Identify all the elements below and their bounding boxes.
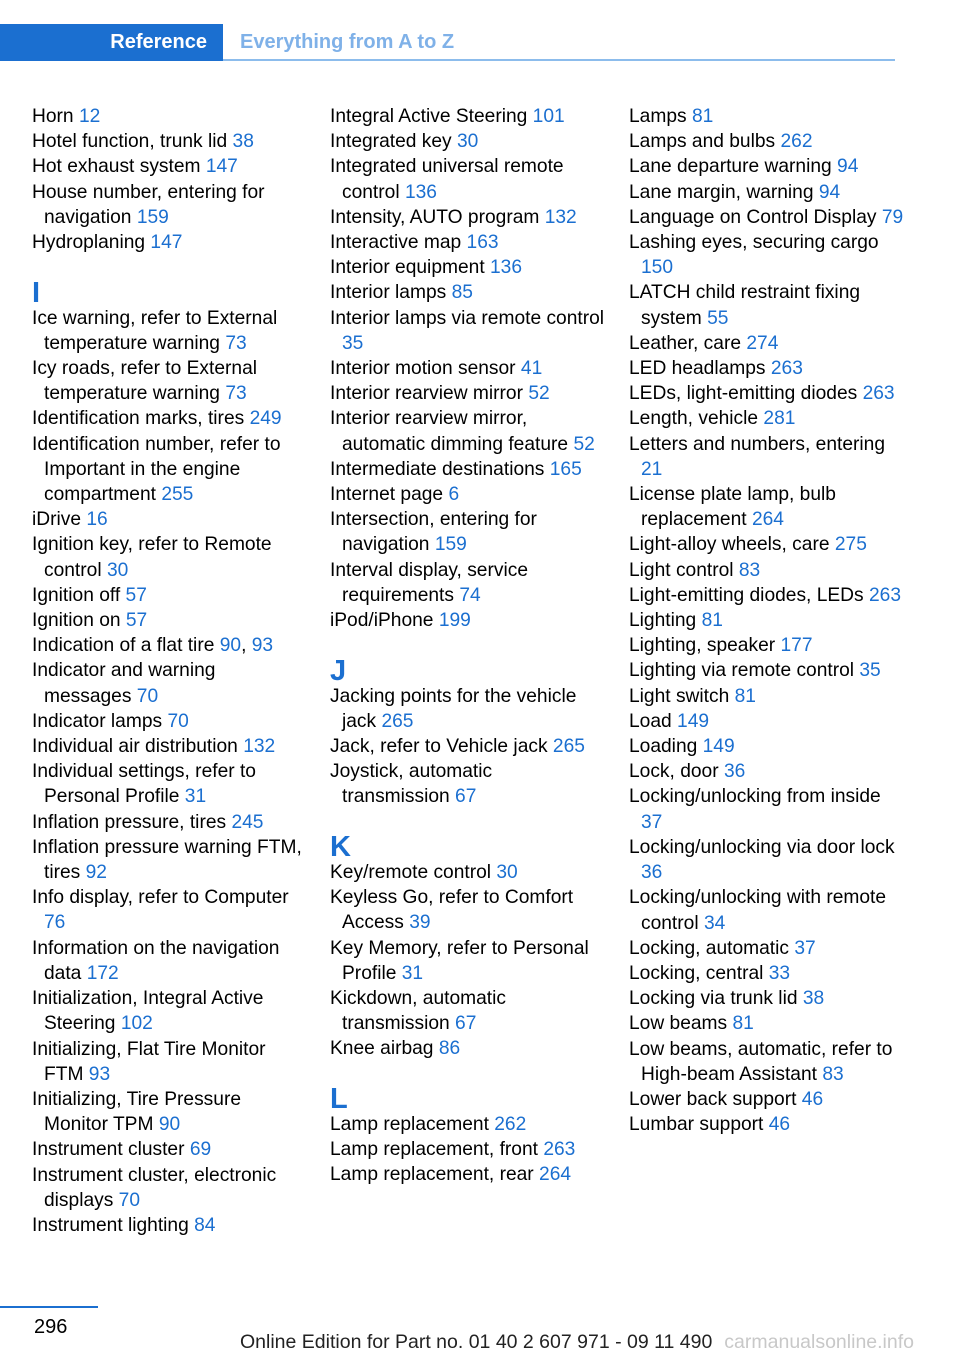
page-link[interactable]: 74 xyxy=(459,584,481,606)
index-entry xyxy=(629,205,904,230)
page-link[interactable]: 265 xyxy=(381,710,414,732)
index-entry xyxy=(330,255,605,280)
page-link[interactable]: 265 xyxy=(552,736,585,758)
index-entry xyxy=(32,885,307,935)
index-term: Intersection, entering for navigation xyxy=(330,509,537,556)
index-term: Light-alloy wheels, care xyxy=(629,534,830,556)
page-link[interactable]: 39 xyxy=(409,912,431,934)
index-column-2 xyxy=(330,104,605,1188)
index-term: Kickdown, automatic transmission xyxy=(330,988,506,1035)
index-entry xyxy=(330,759,605,809)
page-link[interactable]: 69 xyxy=(189,1139,212,1161)
index-term: Interior rearview mirror xyxy=(330,383,523,405)
index-entry xyxy=(629,784,904,834)
index-entry xyxy=(629,1037,904,1087)
page-link[interactable]: 255 xyxy=(161,484,194,506)
index-term: Locking, central xyxy=(629,962,764,984)
page-link[interactable]: 33 xyxy=(768,962,791,984)
watermark: carmanualsonline.info xyxy=(724,1331,914,1353)
index-entry xyxy=(32,658,307,708)
index-term: LEDs, light-emitting diodes xyxy=(629,383,858,405)
index-term: LATCH child restraint fixing system xyxy=(629,282,861,329)
page-link[interactable]: 85 xyxy=(451,282,473,304)
index-term: Ice warning, refer to External temperature warning xyxy=(32,307,278,354)
index-entry xyxy=(629,961,904,986)
index-term: Jacking points for the vehicle jack xyxy=(330,685,577,732)
page-header xyxy=(0,24,895,61)
index-term: Locking/unlocking via door lock xyxy=(629,836,895,858)
page-link[interactable]: 67 xyxy=(455,1013,477,1035)
index-entry xyxy=(32,306,307,356)
page-link[interactable]: 147 xyxy=(150,232,183,254)
page-link[interactable]: 41 xyxy=(520,358,543,380)
index-entry xyxy=(330,1162,605,1187)
page-link[interactable]: 102 xyxy=(120,1013,153,1035)
page-link[interactable]: 81 xyxy=(732,1013,754,1035)
index-term: Letters and numbers, entering xyxy=(629,433,885,455)
page-link[interactable]: 81 xyxy=(701,610,723,632)
index-entry xyxy=(32,1137,307,1162)
index-term: Lamps xyxy=(629,106,687,127)
page-link[interactable]: 36 xyxy=(641,862,663,884)
index-entry xyxy=(32,1163,307,1213)
index-term: Key/remote control xyxy=(330,862,492,884)
index-entry xyxy=(32,230,307,255)
index-term: Locking via trunk lid xyxy=(629,988,798,1010)
index-entry xyxy=(629,331,904,356)
index-term: Ignition off xyxy=(32,584,121,606)
index-entry xyxy=(629,936,904,961)
index-term: iDrive xyxy=(32,509,82,531)
index-entry xyxy=(629,356,904,381)
page-link[interactable]: 38 xyxy=(232,131,254,153)
index-entry xyxy=(32,583,307,608)
index-term: Lighting via remote control xyxy=(629,660,855,682)
index-entry xyxy=(330,734,605,759)
index-entry xyxy=(32,154,307,179)
index-term: Intermediate destinations xyxy=(330,458,545,480)
page-link[interactable]: 274 xyxy=(746,332,779,354)
page-link[interactable]: 21 xyxy=(641,458,663,480)
index-entry xyxy=(32,356,307,406)
index-term: Light switch xyxy=(629,685,730,707)
page-link[interactable]: 76 xyxy=(44,912,66,934)
page-link[interactable]: 73 xyxy=(225,383,247,405)
index-term: Lighting, speaker xyxy=(629,635,776,657)
page-link[interactable]: 46 xyxy=(768,1114,791,1136)
page-link[interactable]: 94 xyxy=(837,156,859,178)
index-column-3 xyxy=(629,104,904,1137)
index-entry xyxy=(32,709,307,734)
index-term: Integrated universal remote control xyxy=(330,156,564,203)
page-link[interactable]: 67 xyxy=(455,786,477,808)
index-term: Identification marks, tires xyxy=(32,408,245,430)
page-link[interactable]: 90 xyxy=(219,635,242,657)
index-entry xyxy=(330,1137,605,1162)
page-link[interactable]: 149 xyxy=(677,710,710,732)
page-link[interactable]: 34 xyxy=(703,912,726,934)
index-term: Indicator lamps xyxy=(32,710,163,732)
index-entry xyxy=(32,734,307,759)
index-term: Integral Active Steering xyxy=(330,106,528,127)
page-link[interactable]: 245 xyxy=(231,811,264,833)
index-entry xyxy=(629,1112,904,1137)
index-entry xyxy=(32,104,307,129)
index-entry xyxy=(32,1213,307,1238)
page-link[interactable]: 93 xyxy=(88,1063,111,1085)
index-letter-heading: I xyxy=(32,276,41,309)
index-term: Info display, refer to Computer xyxy=(32,887,289,909)
page-link[interactable]: 136 xyxy=(490,257,523,279)
page-link[interactable]: 263 xyxy=(543,1139,576,1161)
index-term: Jack, refer to Vehicle jack xyxy=(330,736,548,758)
index-term: Loading xyxy=(629,736,698,758)
index-entry xyxy=(629,381,904,406)
index-entry xyxy=(629,154,904,179)
index-entry xyxy=(629,129,904,154)
index-term: Instrument cluster xyxy=(32,1139,185,1161)
index-term: Hotel function, trunk lid xyxy=(32,131,228,153)
page-link[interactable]: 101 xyxy=(532,106,565,127)
index-entry xyxy=(629,104,904,129)
page-link[interactable]: 90 xyxy=(158,1114,181,1136)
index-term: Lane margin, warning xyxy=(629,181,814,203)
page-link[interactable]: 275 xyxy=(834,534,867,556)
index-term: Horn xyxy=(32,106,74,127)
index-term: Locking/unlocking with remote control xyxy=(629,887,887,934)
page-link[interactable]: 31 xyxy=(184,786,207,808)
index-entry xyxy=(330,205,605,230)
index-entry xyxy=(330,1036,605,1061)
index-term: Lock, door xyxy=(629,761,719,783)
index-term: Lamp replacement, rear xyxy=(330,1164,534,1186)
index-entry xyxy=(629,432,904,482)
index-entry xyxy=(32,986,307,1036)
page-link[interactable]: 38 xyxy=(802,988,825,1010)
page-link[interactable]: 163 xyxy=(466,232,499,254)
index-entry: Indication of a flat tire 90, 93 xyxy=(32,635,274,657)
page-link[interactable]: 57 xyxy=(125,610,148,632)
index-entry xyxy=(330,356,605,381)
index-entry xyxy=(330,280,605,305)
index-term: Hydroplaning xyxy=(32,232,146,254)
page-link[interactable]: 92 xyxy=(85,862,107,884)
index-entry xyxy=(629,532,904,557)
chapter-title: Everything from A to Z xyxy=(240,31,455,53)
page-link[interactable]: 263 xyxy=(868,584,901,606)
page-link[interactable]: 30 xyxy=(106,559,129,581)
index-entry xyxy=(330,381,605,406)
page-link[interactable]: 52 xyxy=(528,383,550,405)
page-link[interactable]: 263 xyxy=(862,383,895,405)
index-term: Lamps and bulbs xyxy=(629,131,776,153)
page-link[interactable]: 35 xyxy=(859,660,881,682)
page-link[interactable]: 263 xyxy=(770,358,803,380)
page-link[interactable]: 36 xyxy=(723,761,746,783)
index-entry xyxy=(32,810,307,835)
footer-rule xyxy=(0,1306,98,1308)
page-link[interactable]: 84 xyxy=(194,1214,216,1236)
index-column-1 xyxy=(32,104,307,1238)
index-entry xyxy=(32,432,307,508)
section-title: Reference xyxy=(110,31,207,53)
page-link[interactable]: 165 xyxy=(549,458,582,480)
page-link[interactable]: 249 xyxy=(249,408,282,430)
page-link[interactable]: 177 xyxy=(780,635,813,657)
index-entry xyxy=(330,230,605,255)
index-entry xyxy=(629,583,904,608)
page-link[interactable]: 70 xyxy=(136,685,159,707)
index-entry xyxy=(330,482,605,507)
index-entry xyxy=(629,885,904,935)
index-term: Length, vehicle xyxy=(629,408,759,430)
index-term: Interior motion sensor xyxy=(330,358,516,380)
index-term: License plate lamp, bulb replacement xyxy=(629,484,836,531)
page-link[interactable]: 83 xyxy=(738,559,761,581)
index-entry xyxy=(629,633,904,658)
page-link[interactable]: 150 xyxy=(641,257,674,279)
index-term: Joystick, automatic transmission xyxy=(330,761,493,808)
index-term: iPod/iPhone xyxy=(330,610,434,632)
index-entry xyxy=(629,658,904,683)
page-link[interactable]: 30 xyxy=(456,131,479,153)
index-term: Interior lamps via remote control xyxy=(330,307,605,329)
page-link[interactable]: 6 xyxy=(448,484,460,506)
page-link[interactable]: 149 xyxy=(702,736,735,758)
index-term: Internet page xyxy=(330,484,444,506)
page-link[interactable]: 35 xyxy=(342,332,364,354)
index-term: Ignition on xyxy=(32,610,121,632)
page-link[interactable]: 132 xyxy=(243,736,276,758)
index-entry xyxy=(330,936,605,986)
index-entry xyxy=(32,180,307,230)
index-term: Ignition key, refer to Remote control xyxy=(32,534,272,581)
index-term: Initializing, Tire Pressure Monitor TPM xyxy=(32,1088,242,1136)
page-link[interactable]: 159 xyxy=(434,534,467,556)
index-term: Locking, automatic xyxy=(629,937,789,959)
index-term: Lamp replacement xyxy=(330,1114,489,1136)
index-term: Interactive map xyxy=(330,232,462,254)
index-entry xyxy=(32,1037,307,1087)
index-term: Light-emitting diodes, LEDs xyxy=(629,584,864,606)
index-term: Indicator and warning messages xyxy=(32,660,216,707)
index-entry xyxy=(32,507,307,532)
index-term: LED headlamps xyxy=(629,358,766,380)
index-entry xyxy=(330,104,605,129)
page-link[interactable]: 81 xyxy=(734,685,756,707)
index-entry xyxy=(330,1112,605,1137)
index-entry xyxy=(330,507,605,557)
edition-note: Online Edition for Part no. 01 40 2 607 971 - 09 11 490 xyxy=(240,1331,713,1353)
page-link[interactable]: 132 xyxy=(544,206,577,228)
index-entry xyxy=(629,482,904,532)
index-entry xyxy=(629,734,904,759)
page-link[interactable]: 147 xyxy=(205,156,238,178)
page-number: 296 xyxy=(34,1316,68,1338)
page-link[interactable]: 37 xyxy=(641,811,663,833)
index-entry xyxy=(629,759,904,784)
index-term: Key Memory, refer to Personal Profile xyxy=(330,937,589,984)
index-letter-heading: L xyxy=(330,1083,348,1116)
index-term: Hot exhaust system xyxy=(32,156,201,178)
index-entry xyxy=(32,608,307,633)
page-link[interactable]: 94 xyxy=(818,181,841,203)
page-link[interactable]: 46 xyxy=(801,1088,824,1110)
page-link[interactable]: 83 xyxy=(822,1063,844,1085)
index-entry xyxy=(330,684,605,734)
page-link[interactable]: 70 xyxy=(118,1189,141,1211)
index-entry xyxy=(32,406,307,431)
index-entry xyxy=(330,885,605,935)
index-term: House number, entering for navigation xyxy=(32,181,265,228)
index-term: Interior lamps xyxy=(330,282,447,304)
index-term: Locking/unlocking from inside xyxy=(629,786,881,808)
index-entry xyxy=(32,129,307,154)
index-entry xyxy=(330,860,605,885)
index-term: Interval display, service requirements xyxy=(330,559,528,606)
index-entry xyxy=(32,532,307,582)
index-term: Integrated key xyxy=(330,131,452,153)
index-term: Light control xyxy=(629,559,734,581)
index-term: Identification number, refer to Important in the engine compartment xyxy=(32,433,281,506)
index-entry xyxy=(629,406,904,431)
index-entry xyxy=(629,1087,904,1112)
index-entry xyxy=(330,306,605,356)
page-link[interactable]: 52 xyxy=(573,433,595,455)
index-term: Inflation pressure warning FTM, tires xyxy=(32,836,302,884)
index-entry xyxy=(330,457,605,482)
index-entry xyxy=(629,709,904,734)
section-tab xyxy=(0,24,223,61)
page-link[interactable]: 57 xyxy=(125,584,147,606)
index-term: Lashing eyes, securing cargo xyxy=(629,232,879,254)
index-entry xyxy=(32,835,307,885)
index-term: Leather, care xyxy=(629,332,742,354)
page-link[interactable]: 73 xyxy=(225,332,247,354)
index-term: Low beams, automatic, refer to High-beam Assistant xyxy=(629,1038,893,1085)
index-term: Instrument cluster, electronic displays xyxy=(32,1164,277,1211)
index-term: Load xyxy=(629,710,672,732)
index-term: Information on the navigation data xyxy=(32,937,280,984)
index-entry xyxy=(629,986,904,1011)
index-term: Inflation pressure, tires xyxy=(32,811,227,833)
index-entry xyxy=(330,406,605,456)
index-entry xyxy=(629,180,904,205)
page-link[interactable]: 70 xyxy=(167,710,189,732)
page-link[interactable]: 55 xyxy=(707,307,729,329)
index-term: Keyless Go, refer to Comfort Access xyxy=(330,887,574,934)
page-link[interactable]: 172 xyxy=(86,962,119,984)
index-term: Individual settings, refer to Personal Profile xyxy=(32,761,256,808)
index-letter-heading: K xyxy=(330,831,351,864)
index-entry xyxy=(629,608,904,633)
page-link[interactable]: 79 xyxy=(881,206,904,228)
index-term: Language on Control Display xyxy=(629,206,877,228)
index-letter-heading: J xyxy=(330,654,347,687)
page-link[interactable]: 262 xyxy=(780,131,813,153)
index-entry xyxy=(629,230,904,280)
index-term: Individual air distribution xyxy=(32,736,238,758)
index-term: Instrument lighting xyxy=(32,1214,189,1236)
index-term: Initializing, Flat Tire Monitor FTM xyxy=(32,1038,266,1085)
page-link[interactable]: 93 xyxy=(251,635,274,657)
header-rule xyxy=(223,59,895,61)
index-entry xyxy=(330,608,605,633)
index-term: Lighting xyxy=(629,610,697,632)
page-link[interactable]: 264 xyxy=(539,1164,572,1186)
index-entry xyxy=(330,558,605,608)
index-entry xyxy=(32,936,307,986)
index-term: Lane departure warning xyxy=(629,156,832,178)
index-term: Lumbar support xyxy=(629,1114,764,1136)
index-term: Lamp replacement, front xyxy=(330,1139,538,1161)
index-term: Icy roads, refer to External temperature warning xyxy=(32,358,258,405)
page-link[interactable]: 37 xyxy=(794,937,816,959)
index-entry xyxy=(330,986,605,1036)
page-link[interactable]: 264 xyxy=(751,509,784,531)
index-entry xyxy=(629,1011,904,1036)
index-term: Knee airbag xyxy=(330,1038,434,1060)
page-link[interactable]: 199 xyxy=(438,610,471,632)
index-term: Indication of a flat tire xyxy=(32,635,215,657)
page-link[interactable]: 86 xyxy=(438,1038,461,1060)
page-link[interactable]: 281 xyxy=(763,408,796,430)
index-term: Low beams xyxy=(629,1013,728,1035)
index-entry xyxy=(629,684,904,709)
index-term: Initialization, Integral Active Steering xyxy=(32,988,264,1035)
index-term: Intensity, AUTO program xyxy=(330,206,540,228)
page-link[interactable]: 12 xyxy=(78,106,101,127)
index-entry xyxy=(330,154,605,204)
page-link[interactable]: 262 xyxy=(494,1114,527,1136)
page-link[interactable]: 31 xyxy=(401,962,424,984)
index-entry xyxy=(629,280,904,330)
page-link[interactable]: 136 xyxy=(404,181,437,203)
index-entry xyxy=(330,129,605,154)
page-link[interactable]: 159 xyxy=(136,206,169,228)
index-entry xyxy=(629,835,904,885)
index-term: Lower back support xyxy=(629,1088,797,1110)
index-term: Interior rearview mirror, automatic dimming feature xyxy=(330,408,569,455)
index-term: Interior equipment xyxy=(330,257,485,279)
page-link[interactable]: 16 xyxy=(86,509,108,531)
index-entry xyxy=(32,759,307,809)
page-link[interactable]: 30 xyxy=(496,862,518,884)
page-link[interactable]: 81 xyxy=(691,106,714,127)
index-entry xyxy=(629,558,904,583)
index-entry xyxy=(32,1087,307,1137)
